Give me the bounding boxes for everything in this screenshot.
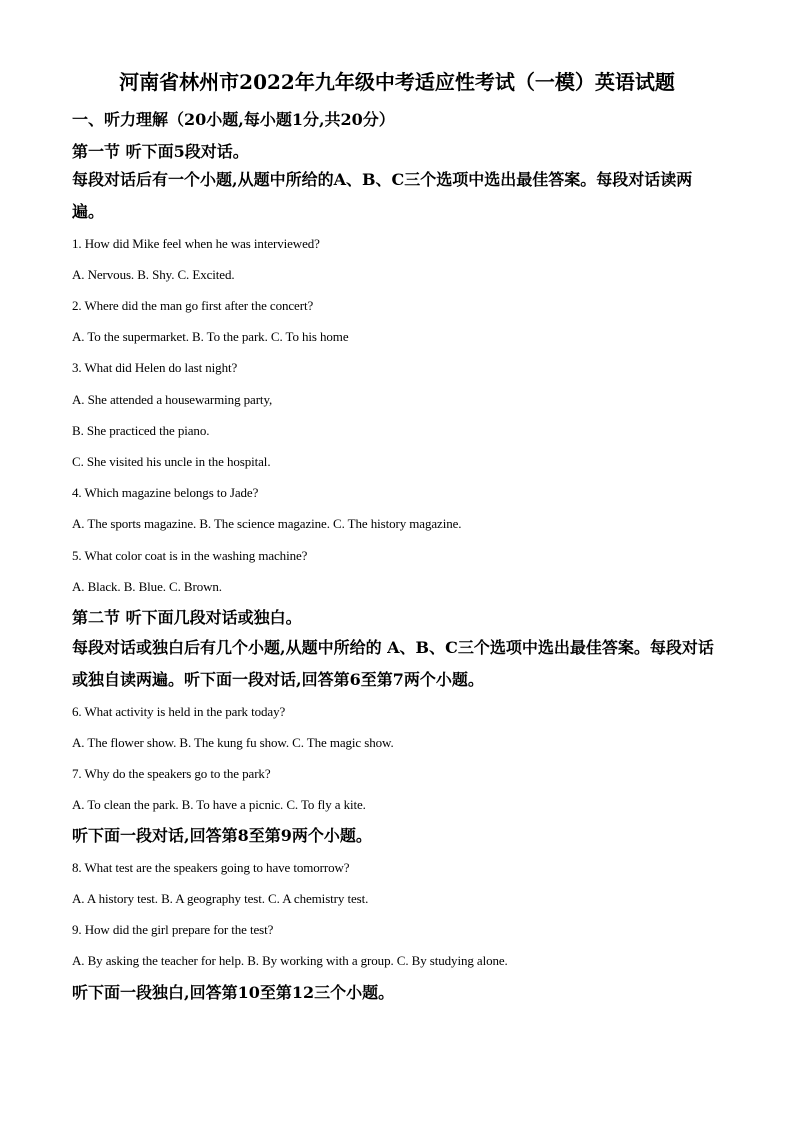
question-1: 1. How did Mike feel when he was interviewed?	[72, 236, 320, 251]
question-5: 5. What color coat is in the washing machine?	[72, 548, 308, 563]
question-9: 9. How did the girl prepare for the test?	[72, 922, 274, 937]
section2-heading: 第二节 听下面几段对话或独白。	[72, 608, 302, 627]
question-5-options: A. Black. B. Blue. C. Brown.	[72, 579, 222, 594]
page-title: 河南省林州市2022年九年级中考适应性考试（一模）英语试题	[119, 70, 675, 94]
question-3: 3. What did Helen do last night?	[72, 360, 238, 375]
section2-instructions: 每段对话或独白后有几个小题,从题中所给的 A、B、C三个选项中选出最佳答案。每段对话或独自读两遍。听下面一段对话,回答第6至第7两个小题。	[72, 638, 714, 689]
question-8: 8. What test are the speakers going to have tomorrow?	[72, 860, 350, 875]
question-7: 7. Why do the speakers go to the park?	[72, 766, 271, 781]
question-3-option-c: C. She visited his uncle in the hospital.	[72, 454, 271, 469]
sub-heading-10-12: 听下面一段独白,回答第10至第12三个小题。	[72, 983, 395, 1002]
question-6-options: A. The flower show. B. The kung fu show. C. The magic show.	[72, 735, 394, 750]
question-1-options: A. Nervous. B. Shy. C. Excited.	[72, 267, 235, 282]
question-3-option-b: B. She practiced the piano.	[72, 423, 210, 438]
question-8-options: A. A history test. B. A geography test. C. A chemistry test.	[72, 891, 369, 906]
question-6: 6. What activity is held in the park today?	[72, 704, 286, 719]
question-9-options: A. By asking the teacher for help. B. By working with a group. C. By studying alone.	[72, 953, 508, 968]
part1-heading: 一、听力理解（20小题,每小题1分,共20分）	[72, 110, 395, 129]
question-7-options: A. To clean the park. B. To have a picnic. C. To fly a kite.	[72, 797, 366, 812]
question-2: 2. Where did the man go first after the concert?	[72, 298, 314, 313]
question-4: 4. Which magazine belongs to Jade?	[72, 485, 259, 500]
question-4-options: A. The sports magazine. B. The science magazine. C. The history magazine.	[72, 516, 462, 531]
section1-heading: 第一节 听下面5段对话。	[72, 142, 249, 161]
question-2-options: A. To the supermarket. B. To the park. C. To his home	[72, 329, 349, 344]
question-3-option-a: A. She attended a housewarming party,	[72, 392, 273, 407]
sub-heading-8-9: 听下面一段对话,回答第8至第9两个小题。	[72, 826, 372, 845]
section1-instructions: 每段对话后有一个小题,从题中所给的A、B、C三个选项中选出最佳答案。每段对话读两遍。	[72, 170, 693, 221]
